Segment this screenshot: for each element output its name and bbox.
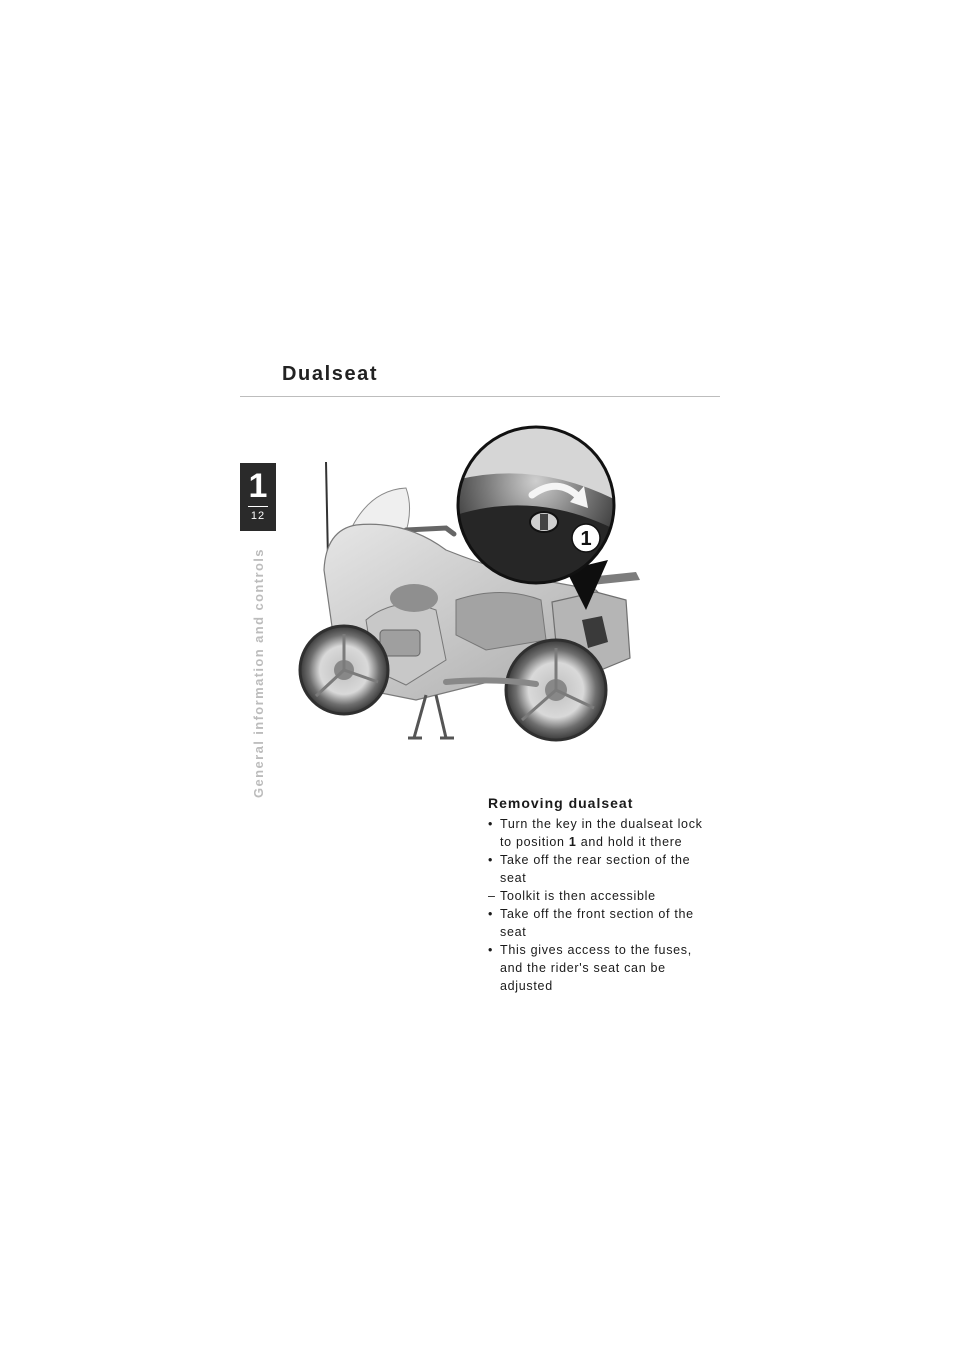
step-text: This gives access to the fuses, and the rider's seat can be adjusted xyxy=(500,943,692,993)
step-text: Turn the key in the dualseat lock to position xyxy=(500,817,703,849)
bullet-marker: • xyxy=(488,907,494,921)
removing-dualseat-section xyxy=(488,795,708,995)
list-item xyxy=(488,941,708,995)
chapter-tab xyxy=(240,463,276,531)
step-position-ref: 1 xyxy=(568,835,577,849)
page-title: Dualseat xyxy=(282,363,379,385)
list-item xyxy=(488,905,708,941)
step-text: Toolkit is then accessible xyxy=(500,889,656,903)
bullet-marker: • xyxy=(488,817,494,831)
motorcycle-seat-lock-illustration xyxy=(296,420,656,780)
chapter-tab-divider xyxy=(248,506,268,507)
callout-1-label: 1 xyxy=(580,528,592,550)
title-divider xyxy=(240,396,720,397)
step-text: Take off the rear section of the seat xyxy=(500,853,691,885)
step-text: and hold it there xyxy=(576,835,683,849)
list-item xyxy=(488,815,708,851)
chapter-number: 1 xyxy=(248,467,268,505)
step-text: Take off the front section of the seat xyxy=(500,907,694,939)
list-item xyxy=(488,887,708,905)
list-item xyxy=(488,851,708,887)
chapter-side-label: General information and controls xyxy=(251,548,266,798)
dash-marker: – xyxy=(488,889,496,903)
section-heading: Removing dualseat xyxy=(488,795,634,811)
bullet-marker: • xyxy=(488,853,494,867)
page-number: 12 xyxy=(250,510,266,522)
bullet-marker: • xyxy=(488,943,494,957)
steps-list xyxy=(488,815,708,995)
